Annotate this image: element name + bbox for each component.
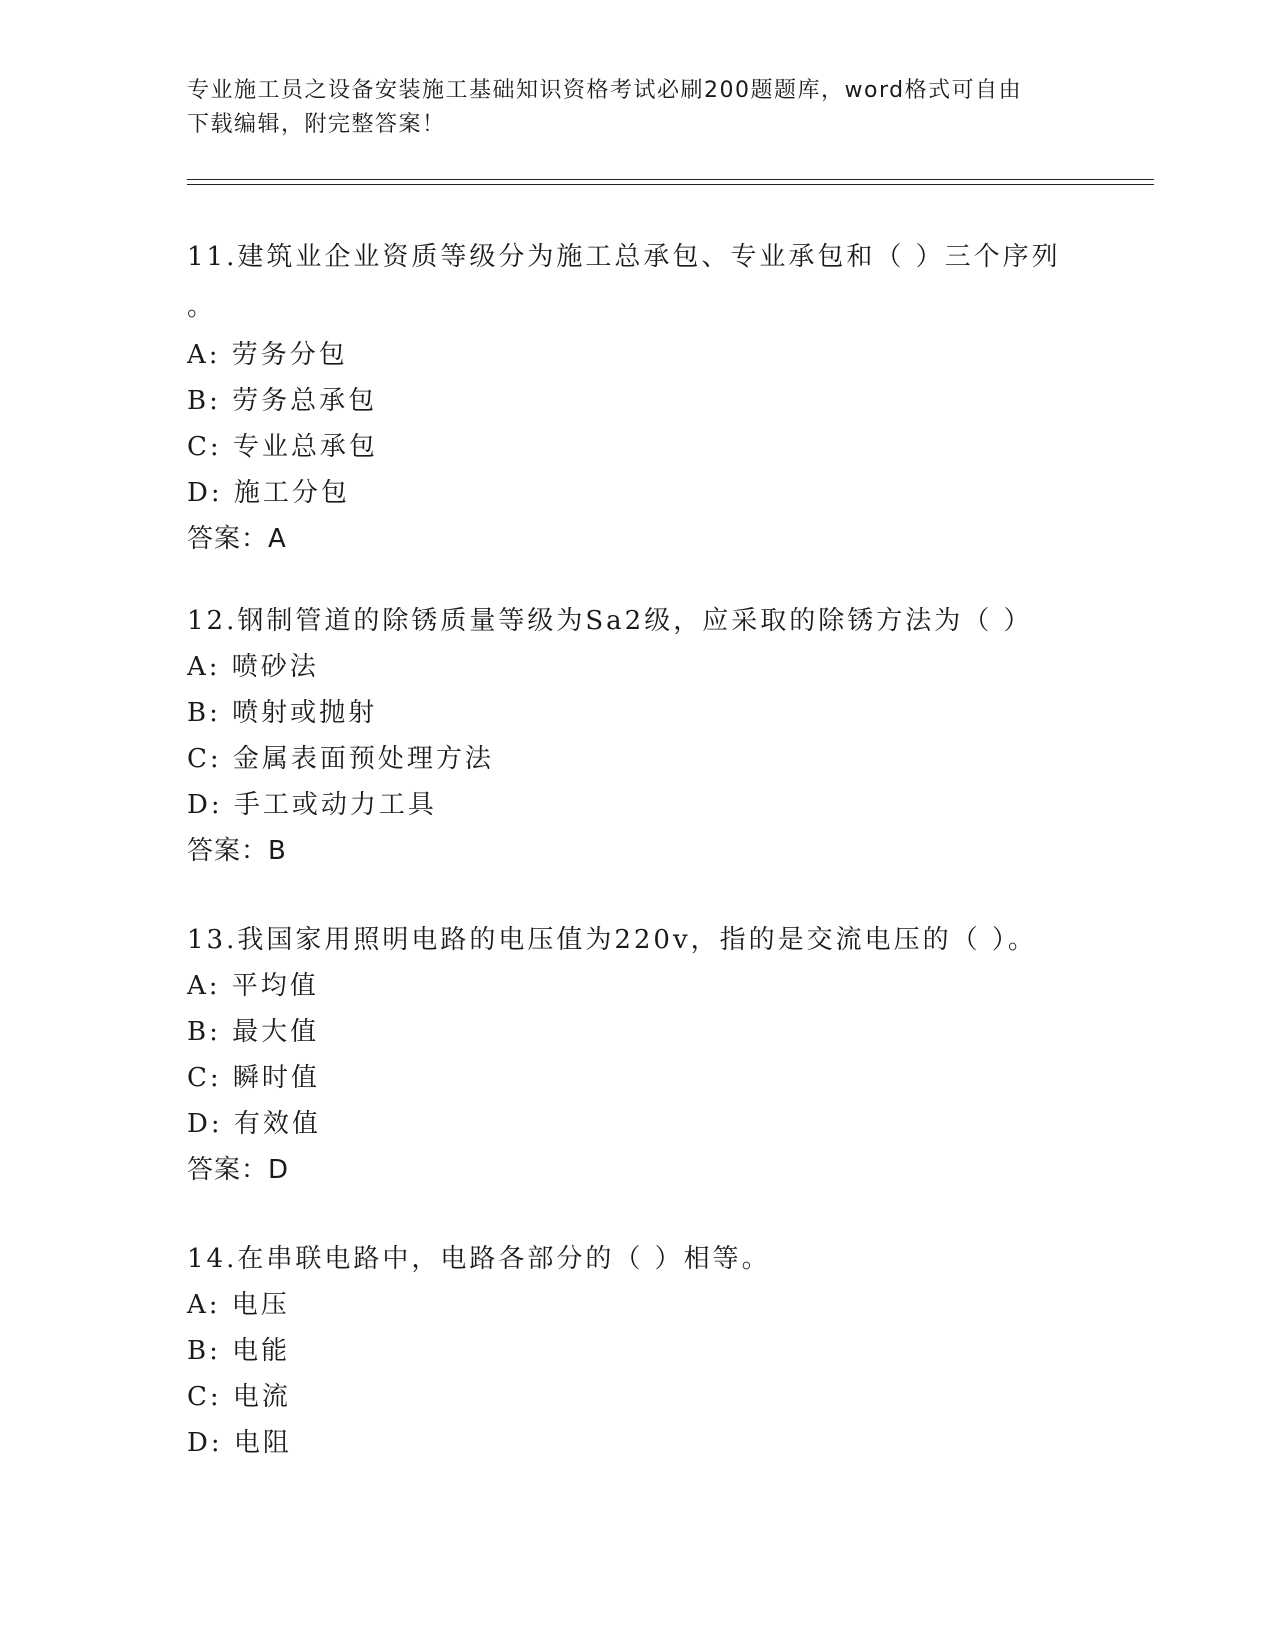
option-a: A: 劳务分包: [187, 340, 348, 370]
header-divider-top: [187, 179, 1154, 180]
document-header: 专业施工员之设备安装施工基础知识资格考试必刷200题题库，word格式可自由 下载编辑，附完整答案！: [187, 78, 1023, 137]
option-c: C: 专业总承包: [187, 432, 378, 462]
option-d: D: 电阻: [187, 1428, 292, 1458]
answer-line: 答案：B: [187, 836, 287, 866]
option-c: C: 瞬时值: [187, 1063, 320, 1093]
option-d: D: 有效值: [187, 1109, 321, 1139]
question-title: 14.在串联电路中，电路各部分的（ ）相等。: [187, 1244, 771, 1274]
option-b: B: 最大值: [187, 1017, 320, 1047]
option-c: C: 电流: [187, 1382, 291, 1412]
header-divider-bottom: [187, 184, 1154, 185]
question-14: [187, 1236, 1087, 1466]
option-a: A: 电压: [187, 1290, 290, 1320]
question-title: 11.建筑业企业资质等级分为施工总承包、专业承包和（ ）三个序列 。: [187, 242, 1061, 322]
option-b: B: 劳务总承包: [187, 386, 378, 416]
option-b: B: 喷射或抛射: [187, 698, 378, 728]
question-13: [187, 917, 1087, 1193]
option-d: D: 手工或动力工具: [187, 790, 437, 820]
option-b: B: 电能: [187, 1336, 291, 1366]
question-12: [187, 598, 1087, 874]
question-11: [187, 232, 1087, 562]
answer-line: 答案：D: [187, 1155, 290, 1185]
question-title: 13.我国家用照明电路的电压值为220v，指的是交流电压的（ ）。: [187, 925, 1037, 955]
option-a: A: 平均值: [187, 971, 319, 1001]
option-c: C: 金属表面预处理方法: [187, 744, 494, 774]
option-d: D: 施工分包: [187, 478, 350, 508]
option-a: A: 喷砂法: [187, 652, 319, 682]
question-title: 12.钢制管道的除锈质量等级为Sa2级，应采取的除锈方法为（ ）: [187, 606, 1033, 636]
answer-line: 答案：A: [187, 524, 287, 554]
